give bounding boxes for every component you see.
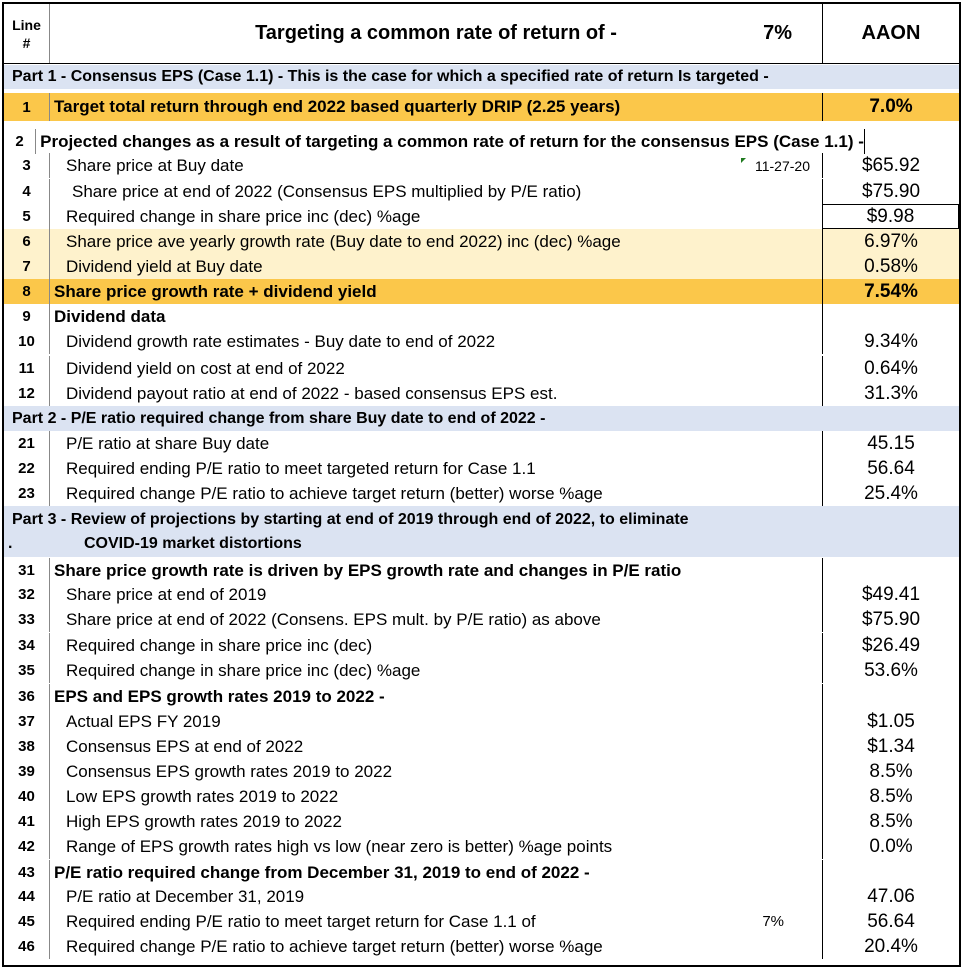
line-number: 2 xyxy=(4,129,36,154)
section-header-part2 xyxy=(4,406,959,431)
line-number: 5 xyxy=(4,204,50,229)
line-number: 3 xyxy=(4,153,50,178)
row-value: $1.34 xyxy=(822,734,959,759)
row-value: 56.64 xyxy=(822,909,959,934)
table-row xyxy=(4,153,959,178)
row-label xyxy=(50,329,822,354)
table-row xyxy=(4,809,959,834)
table-row xyxy=(4,179,959,204)
line-number: 7 xyxy=(4,254,50,279)
row-label-text: Projected changes as a result of targeting a common rate of return for the consensus EPS (Case 1.1) - xyxy=(40,131,864,151)
table-row xyxy=(4,684,959,709)
row-value: 8.5% xyxy=(822,759,959,784)
row-label-text: Share price at Buy date xyxy=(66,155,244,175)
row-label-text: Required change in share price inc (dec) xyxy=(66,635,373,655)
table-row xyxy=(4,784,959,809)
row-label xyxy=(50,607,822,632)
line-number: 41 xyxy=(4,809,50,834)
table-row xyxy=(4,279,959,304)
row-label-text: Required change in share price inc (dec) %age xyxy=(66,206,421,226)
row-label xyxy=(50,684,822,709)
row-value xyxy=(822,684,959,709)
row-label-text: P/E ratio at share Buy date xyxy=(66,433,270,453)
table-row xyxy=(4,129,959,154)
row-value xyxy=(822,860,959,885)
row-label xyxy=(50,809,822,834)
table-row xyxy=(4,607,959,632)
row-label-text: Dividend payout ratio at end of 2022 - based consensus EPS est. xyxy=(66,383,558,403)
line-number: 11 xyxy=(4,356,50,381)
section-header-part3 xyxy=(4,506,959,557)
line-number: 46 xyxy=(4,934,50,959)
row-value: 0.58% xyxy=(822,254,959,279)
row-label xyxy=(50,759,822,784)
table-row xyxy=(4,431,959,456)
table-row xyxy=(4,558,959,583)
row-value: 6.97% xyxy=(822,229,959,254)
row-label xyxy=(50,909,822,934)
target-rate-inline: 7% xyxy=(762,913,784,930)
row-label-text: Target total return through end 2022 based quarterly DRIP (2.25 years) xyxy=(54,97,621,116)
row-value: $9.98 xyxy=(822,204,959,229)
line-number: 22 xyxy=(4,456,50,481)
table-row xyxy=(4,456,959,481)
line-number: 39 xyxy=(4,759,50,784)
row-label-text: Dividend data xyxy=(54,306,166,326)
row-label xyxy=(50,633,822,658)
line-number: 12 xyxy=(4,381,50,406)
line-number: 45 xyxy=(4,909,50,934)
table-row xyxy=(4,229,959,254)
table-row xyxy=(4,304,959,329)
row-value: $65.92 xyxy=(822,153,959,178)
table-row xyxy=(4,734,959,759)
line-number: 32 xyxy=(4,582,50,607)
target-rate: 7% xyxy=(763,22,792,44)
row-label xyxy=(50,582,822,607)
line-number: 38 xyxy=(4,734,50,759)
row-value: 7.54% xyxy=(822,279,959,304)
line-number: 43 xyxy=(4,860,50,885)
table-row xyxy=(4,860,959,885)
row-label xyxy=(50,153,822,178)
row-label-text: Required change in share price inc (dec) %age xyxy=(66,660,421,680)
line-number-header: Line # xyxy=(4,4,50,63)
row-value: $75.90 xyxy=(822,179,959,204)
row-label xyxy=(50,93,822,121)
table-row xyxy=(4,834,959,859)
header-row xyxy=(4,4,959,64)
line-number: 10 xyxy=(4,329,50,354)
spreadsheet-table xyxy=(2,2,961,967)
line-number: 33 xyxy=(4,607,50,632)
row-label-text: P/E ratio required change from December 31, 2019 to end of 2022 - xyxy=(54,862,590,882)
table-row xyxy=(4,759,959,784)
line-number: 6 xyxy=(4,229,50,254)
row-label xyxy=(50,784,822,809)
comment-marker-icon xyxy=(741,158,746,163)
table-row xyxy=(4,204,959,229)
line-number: 1 xyxy=(4,93,50,121)
row-label-text: Dividend growth rate estimates - Buy date to end of 2022 xyxy=(66,331,496,351)
line-number: 8 xyxy=(4,279,50,304)
line-number: 23 xyxy=(4,481,50,506)
row-value: 53.6% xyxy=(822,658,959,683)
row-label xyxy=(50,229,822,254)
section-header-part1 xyxy=(4,65,959,90)
row-label-text: P/E ratio at December 31, 2019 xyxy=(66,886,305,906)
row-value: 0.0% xyxy=(822,834,959,859)
row-label xyxy=(50,279,822,304)
table-row xyxy=(4,329,959,354)
row-label-text: Share price at end of 2022 (Consensus EPS multiplied by P/E ratio) xyxy=(72,181,582,201)
row-value: 45.15 xyxy=(822,431,959,456)
row-label-text: Dividend yield on cost at end of 2022 xyxy=(66,358,345,378)
row-label-text: Share price growth rate + dividend yield xyxy=(54,281,377,301)
row-label xyxy=(50,204,822,229)
section-title-continued xyxy=(4,535,302,553)
row-label xyxy=(50,860,822,885)
table-row xyxy=(4,381,959,406)
row-label-text: EPS and EPS growth rates 2019 to 2022 - xyxy=(54,686,385,706)
line-number: 21 xyxy=(4,431,50,456)
row-value: 9.34% xyxy=(822,329,959,354)
row-value: $49.41 xyxy=(822,582,959,607)
row-value: 47.06 xyxy=(822,884,959,909)
line-number: 44 xyxy=(4,884,50,909)
row-label-text: Required ending P/E ratio to meet target return for Case 1.1 of xyxy=(66,911,536,931)
row-value: $75.90 xyxy=(822,607,959,632)
line-number: 42 xyxy=(4,834,50,859)
table-row xyxy=(4,709,959,734)
row-label xyxy=(50,304,822,329)
row-label xyxy=(50,381,822,406)
section-title: Part 2 - P/E ratio required change from share Buy date to end of 2022 - xyxy=(12,409,546,427)
row-label-text: Share price ave yearly growth rate (Buy date to end 2022) inc (dec) %age xyxy=(66,231,621,251)
line-number: 4 xyxy=(4,179,50,204)
row-label xyxy=(50,179,822,204)
line-number: 34 xyxy=(4,633,50,658)
row-label xyxy=(50,481,822,506)
row-value: 20.4% xyxy=(822,934,959,959)
row-label xyxy=(50,356,822,381)
table-row xyxy=(4,356,959,381)
row-label-text: Share price at end of 2022 (Consens. EPS mult. by P/E ratio) as above xyxy=(66,609,601,629)
row-value: 25.4% xyxy=(822,481,959,506)
row-label xyxy=(50,834,822,859)
row-label-text: Share price at end of 2019 xyxy=(66,584,267,604)
row-value: $26.49 xyxy=(822,633,959,658)
row-label-text: Range of EPS growth rates high vs low (near zero is better) %age points xyxy=(66,836,613,856)
row-label xyxy=(50,558,822,583)
row-value xyxy=(822,304,959,329)
row-value xyxy=(864,129,959,154)
buy-date: 11-27-20 xyxy=(755,158,810,174)
table-row xyxy=(4,884,959,909)
line-number: 35 xyxy=(4,658,50,683)
table-row xyxy=(4,633,959,658)
row-label xyxy=(50,709,822,734)
row-label xyxy=(50,456,822,481)
row-label xyxy=(36,129,864,154)
row-value: 0.64% xyxy=(822,356,959,381)
line-number: 36 xyxy=(4,684,50,709)
table-row xyxy=(4,93,959,121)
table-row xyxy=(4,658,959,683)
row-label-text: High EPS growth rates 2019 to 2022 xyxy=(66,811,342,831)
row-value: $1.05 xyxy=(822,709,959,734)
table-row xyxy=(4,254,959,279)
row-label-text: Actual EPS FY 2019 xyxy=(66,711,221,731)
row-label xyxy=(50,431,822,456)
row-value: 8.5% xyxy=(822,784,959,809)
row-label xyxy=(50,934,822,959)
section-title: Part 3 - Review of projections by starting at end of 2019 through end of 2022, to eliminate xyxy=(12,510,689,528)
row-label-text: Required change P/E ratio to achieve target return (better) worse %age xyxy=(66,483,603,503)
section-title: Part 1 - Consensus EPS (Case 1.1) - This is the case for which a specified rate of return Is targeted - xyxy=(12,68,769,85)
table-row xyxy=(4,481,959,506)
line-number: 40 xyxy=(4,784,50,809)
row-label xyxy=(50,254,822,279)
table-row xyxy=(4,934,959,959)
row-label-text: Share price growth rate is driven by EPS growth rate and changes in P/E ratio xyxy=(54,560,682,580)
row-label-text: Required ending P/E ratio to meet targeted return for Case 1.1 xyxy=(66,458,536,478)
row-label-text: Consensus EPS at end of 2022 xyxy=(66,736,304,756)
row-label-text: Low EPS growth rates 2019 to 2022 xyxy=(66,786,339,806)
row-label-text: Dividend yield at Buy date xyxy=(66,256,263,276)
row-value: 7.0% xyxy=(822,93,959,121)
section-subtitle: COVID-19 market distortions xyxy=(84,534,302,552)
row-label xyxy=(50,658,822,683)
row-value: 56.64 xyxy=(822,456,959,481)
page-title xyxy=(50,4,822,63)
table-row xyxy=(4,582,959,607)
table-row xyxy=(4,909,959,934)
row-value: 31.3% xyxy=(822,381,959,406)
row-label xyxy=(50,884,822,909)
line-number: 9 xyxy=(4,304,50,329)
line-number: 37 xyxy=(4,709,50,734)
row-value: 8.5% xyxy=(822,809,959,834)
dot-marker: . xyxy=(8,534,13,552)
row-value xyxy=(822,558,959,583)
line-number: 31 xyxy=(4,558,50,583)
ticker-label: AAON xyxy=(822,4,959,63)
title-text: Targeting a common rate of return of - xyxy=(255,22,617,44)
row-label-text: Required change P/E ratio to achieve target return (better) worse %age xyxy=(66,936,603,956)
row-label-text: Consensus EPS growth rates 2019 to 2022 xyxy=(66,761,393,781)
row-label xyxy=(50,734,822,759)
